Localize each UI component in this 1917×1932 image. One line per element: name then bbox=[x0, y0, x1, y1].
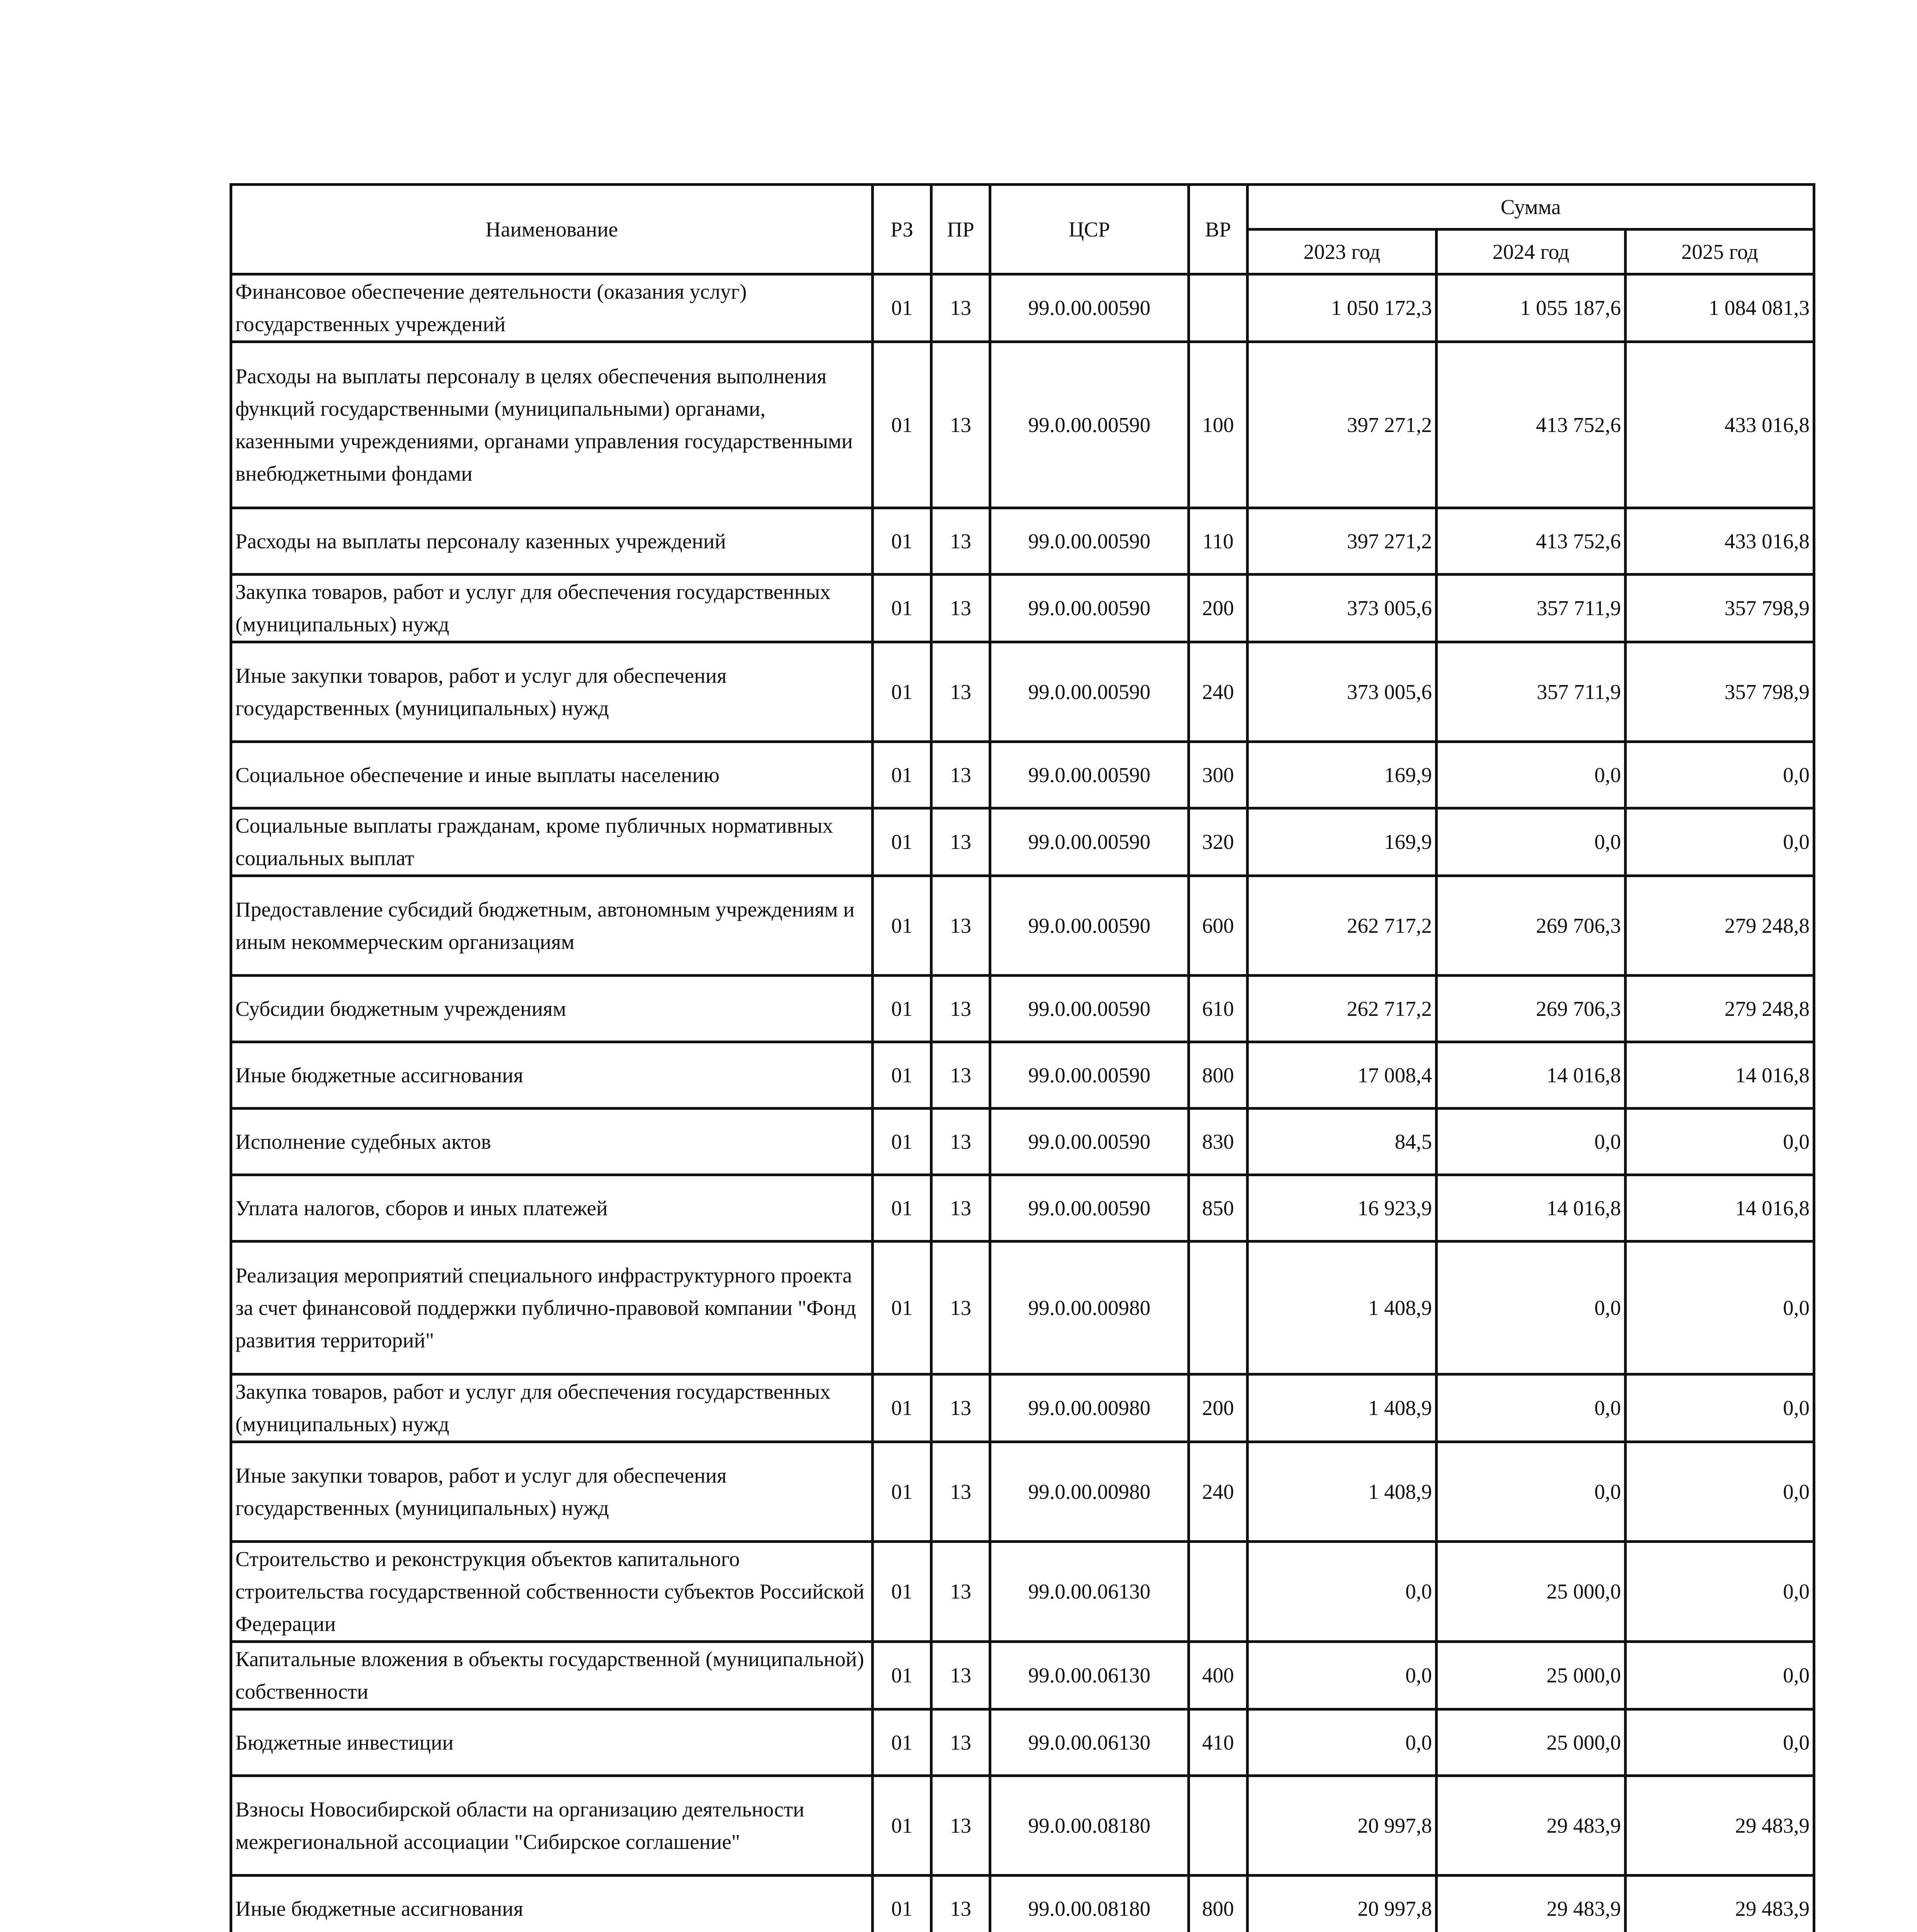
row-csr: 99.0.00.00980 bbox=[990, 1442, 1189, 1542]
row-2025: 279 248,8 bbox=[1626, 976, 1814, 1042]
row-rz: 01 bbox=[873, 1442, 931, 1542]
row-pr: 13 bbox=[931, 508, 990, 575]
row-vr bbox=[1189, 274, 1248, 342]
row-vr bbox=[1189, 1542, 1248, 1642]
row-2025: 14 016,8 bbox=[1626, 1175, 1814, 1242]
header-year-2023: 2023 год bbox=[1248, 230, 1437, 274]
row-2023: 20 997,8 bbox=[1248, 1776, 1437, 1876]
row-pr: 13 bbox=[931, 642, 990, 742]
row-name: Иные закупки товаров, работ и услуг для обеспечения государственных (муниципальных) нужд bbox=[231, 642, 873, 742]
table-row bbox=[231, 575, 1814, 642]
table-row bbox=[231, 1776, 1814, 1876]
row-vr: 610 bbox=[1189, 976, 1248, 1042]
row-2023: 373 005,6 bbox=[1248, 642, 1437, 742]
row-pr: 13 bbox=[931, 808, 990, 876]
row-2023: 1 408,9 bbox=[1248, 1242, 1437, 1374]
row-name: Реализация мероприятий специального инфраструктурного проекта за счет финансовой поддержки публично-правовой компании "Фонд развития территорий" bbox=[231, 1242, 873, 1374]
row-2024: 29 483,9 bbox=[1437, 1776, 1626, 1876]
row-2024: 25 000,0 bbox=[1437, 1542, 1626, 1642]
row-rz: 01 bbox=[873, 1709, 931, 1776]
table-row bbox=[231, 508, 1814, 575]
row-rz: 01 bbox=[873, 342, 931, 508]
table-row bbox=[231, 1175, 1814, 1242]
row-vr: 800 bbox=[1189, 1042, 1248, 1109]
row-2025: 0,0 bbox=[1626, 1709, 1814, 1776]
row-pr: 13 bbox=[931, 976, 990, 1042]
row-pr: 13 bbox=[931, 1876, 990, 1932]
row-2025: 1 084 081,3 bbox=[1626, 274, 1814, 342]
row-pr: 13 bbox=[931, 1374, 990, 1442]
row-name: Строительство и реконструкция объектов капитального строительства государственной собственности субъектов Российской Федерации bbox=[231, 1542, 873, 1642]
row-pr: 13 bbox=[931, 1442, 990, 1542]
row-2023: 373 005,6 bbox=[1248, 575, 1437, 642]
row-2023: 16 923,9 bbox=[1248, 1175, 1437, 1242]
table-row bbox=[231, 742, 1814, 808]
row-2025: 0,0 bbox=[1626, 742, 1814, 808]
row-csr: 99.0.00.08180 bbox=[990, 1776, 1189, 1876]
row-name: Социальное обеспечение и иные выплаты населению bbox=[231, 742, 873, 808]
row-rz: 01 bbox=[873, 1876, 931, 1932]
row-2025: 357 798,9 bbox=[1626, 575, 1814, 642]
row-vr: 110 bbox=[1189, 508, 1248, 575]
row-2023: 0,0 bbox=[1248, 1642, 1437, 1709]
row-vr: 240 bbox=[1189, 642, 1248, 742]
row-2023: 1 408,9 bbox=[1248, 1442, 1437, 1542]
row-2025: 433 016,8 bbox=[1626, 508, 1814, 575]
row-rz: 01 bbox=[873, 274, 931, 342]
row-csr: 99.0.00.00590 bbox=[990, 1109, 1189, 1175]
row-rz: 01 bbox=[873, 1374, 931, 1442]
row-rz: 01 bbox=[873, 642, 931, 742]
row-2024: 1 055 187,6 bbox=[1437, 274, 1626, 342]
row-2024: 0,0 bbox=[1437, 1374, 1626, 1442]
row-name: Финансовое обеспечение деятельности (оказания услуг) государственных учреждений bbox=[231, 274, 873, 342]
row-csr: 99.0.00.00590 bbox=[990, 342, 1189, 508]
row-2025: 14 016,8 bbox=[1626, 1042, 1814, 1109]
row-vr: 320 bbox=[1189, 808, 1248, 876]
row-2025: 0,0 bbox=[1626, 1374, 1814, 1442]
row-rz: 01 bbox=[873, 575, 931, 642]
row-pr: 13 bbox=[931, 1542, 990, 1642]
row-name: Расходы на выплаты персоналу в целях обеспечения выполнения функций государственными (муниципальными) органами, казенными учреждениями, органами управления государственными внебюджетными фондами bbox=[231, 342, 873, 508]
row-2025: 357 798,9 bbox=[1626, 642, 1814, 742]
header-year-2024: 2024 год bbox=[1437, 230, 1626, 274]
row-csr: 99.0.00.00590 bbox=[990, 976, 1189, 1042]
row-rz: 01 bbox=[873, 1109, 931, 1175]
row-csr: 99.0.00.00980 bbox=[990, 1374, 1189, 1442]
row-name: Субсидии бюджетным учреждениям bbox=[231, 976, 873, 1042]
table-row bbox=[231, 274, 1814, 342]
row-2025: 0,0 bbox=[1626, 1242, 1814, 1374]
row-2023: 17 008,4 bbox=[1248, 1042, 1437, 1109]
table-row bbox=[231, 342, 1814, 508]
row-csr: 99.0.00.00590 bbox=[990, 1175, 1189, 1242]
row-2025: 29 483,9 bbox=[1626, 1876, 1814, 1932]
row-csr: 99.0.00.06130 bbox=[990, 1542, 1189, 1642]
row-name: Взносы Новосибирской области на организацию деятельности межрегиональной ассоциации "Сибирское соглашение" bbox=[231, 1776, 873, 1876]
row-vr: 400 bbox=[1189, 1642, 1248, 1709]
row-2023: 0,0 bbox=[1248, 1709, 1437, 1776]
row-rz: 01 bbox=[873, 1642, 931, 1709]
row-2024: 25 000,0 bbox=[1437, 1642, 1626, 1709]
row-2023: 20 997,8 bbox=[1248, 1876, 1437, 1932]
row-csr: 99.0.00.00590 bbox=[990, 575, 1189, 642]
row-csr: 99.0.00.00590 bbox=[990, 808, 1189, 876]
row-vr: 200 bbox=[1189, 1374, 1248, 1442]
row-name: Капитальные вложения в объекты государственной (муниципальной) собственности bbox=[231, 1642, 873, 1709]
row-csr: 99.0.00.00980 bbox=[990, 1242, 1189, 1374]
row-2024: 0,0 bbox=[1437, 1442, 1626, 1542]
row-rz: 01 bbox=[873, 1776, 931, 1876]
table-row bbox=[231, 808, 1814, 876]
row-rz: 01 bbox=[873, 1542, 931, 1642]
row-name: Предоставление субсидий бюджетным, автономным учреждениям и иным некоммерческим организациям bbox=[231, 876, 873, 976]
table-row bbox=[231, 642, 1814, 742]
row-csr: 99.0.00.06130 bbox=[990, 1709, 1189, 1776]
header-sum: Сумма bbox=[1248, 185, 1814, 230]
row-rz: 01 bbox=[873, 1242, 931, 1374]
row-2024: 0,0 bbox=[1437, 808, 1626, 876]
row-2023: 397 271,2 bbox=[1248, 508, 1437, 575]
row-pr: 13 bbox=[931, 1109, 990, 1175]
row-2024: 413 752,6 bbox=[1437, 342, 1626, 508]
row-2024: 0,0 bbox=[1437, 1242, 1626, 1374]
table-row bbox=[231, 1374, 1814, 1442]
row-csr: 99.0.00.00590 bbox=[990, 274, 1189, 342]
row-vr: 800 bbox=[1189, 1876, 1248, 1932]
row-vr: 100 bbox=[1189, 342, 1248, 508]
header-pr: ПР bbox=[931, 185, 990, 274]
row-2025: 433 016,8 bbox=[1626, 342, 1814, 508]
table-row bbox=[231, 1876, 1814, 1932]
row-name: Уплата налогов, сборов и иных платежей bbox=[231, 1175, 873, 1242]
row-2024: 269 706,3 bbox=[1437, 976, 1626, 1042]
row-2024: 25 000,0 bbox=[1437, 1709, 1626, 1776]
row-csr: 99.0.00.00590 bbox=[990, 508, 1189, 575]
row-name: Бюджетные инвестиции bbox=[231, 1709, 873, 1776]
row-2023: 1 050 172,3 bbox=[1248, 274, 1437, 342]
row-2024: 14 016,8 bbox=[1437, 1042, 1626, 1109]
row-vr: 850 bbox=[1189, 1175, 1248, 1242]
row-2024: 14 016,8 bbox=[1437, 1175, 1626, 1242]
row-vr: 200 bbox=[1189, 575, 1248, 642]
row-csr: 99.0.00.08180 bbox=[990, 1876, 1189, 1932]
row-2025: 0,0 bbox=[1626, 1642, 1814, 1709]
row-rz: 01 bbox=[873, 1042, 931, 1109]
row-2023: 0,0 bbox=[1248, 1542, 1437, 1642]
row-2023: 84,5 bbox=[1248, 1109, 1437, 1175]
row-pr: 13 bbox=[931, 1709, 990, 1776]
header-vr: ВР bbox=[1189, 185, 1248, 274]
budget-table bbox=[230, 183, 1815, 1932]
table-row bbox=[231, 1642, 1814, 1709]
row-2023: 262 717,2 bbox=[1248, 976, 1437, 1042]
row-2023: 397 271,2 bbox=[1248, 342, 1437, 508]
table-row bbox=[231, 1709, 1814, 1776]
row-pr: 13 bbox=[931, 1242, 990, 1374]
row-name: Иные бюджетные ассигнования bbox=[231, 1042, 873, 1109]
row-rz: 01 bbox=[873, 742, 931, 808]
table-row bbox=[231, 976, 1814, 1042]
row-name: Исполнение судебных актов bbox=[231, 1109, 873, 1175]
row-csr: 99.0.00.00590 bbox=[990, 876, 1189, 976]
row-name: Расходы на выплаты персоналу казенных учреждений bbox=[231, 508, 873, 575]
header-name: Наименование bbox=[231, 185, 873, 274]
row-2024: 29 483,9 bbox=[1437, 1876, 1626, 1932]
row-2024: 0,0 bbox=[1437, 742, 1626, 808]
row-2024: 357 711,9 bbox=[1437, 575, 1626, 642]
table-row bbox=[231, 1442, 1814, 1542]
row-csr: 99.0.00.00590 bbox=[990, 642, 1189, 742]
row-name: Социальные выплаты гражданам, кроме публичных нормативных социальных выплат bbox=[231, 808, 873, 876]
row-rz: 01 bbox=[873, 876, 931, 976]
row-2025: 29 483,9 bbox=[1626, 1776, 1814, 1876]
row-2024: 269 706,3 bbox=[1437, 876, 1626, 976]
row-2025: 0,0 bbox=[1626, 808, 1814, 876]
row-rz: 01 bbox=[873, 976, 931, 1042]
row-pr: 13 bbox=[931, 575, 990, 642]
table-row bbox=[231, 1242, 1814, 1374]
row-name: Закупка товаров, работ и услуг для обеспечения государственных (муниципальных) нужд bbox=[231, 1374, 873, 1442]
row-vr: 240 bbox=[1189, 1442, 1248, 1542]
row-rz: 01 bbox=[873, 808, 931, 876]
row-pr: 13 bbox=[931, 876, 990, 976]
row-pr: 13 bbox=[931, 1042, 990, 1109]
row-pr: 13 bbox=[931, 1175, 990, 1242]
row-csr: 99.0.00.06130 bbox=[990, 1642, 1189, 1709]
row-vr: 300 bbox=[1189, 742, 1248, 808]
row-2024: 0,0 bbox=[1437, 1109, 1626, 1175]
row-2023: 1 408,9 bbox=[1248, 1374, 1437, 1442]
row-2025: 279 248,8 bbox=[1626, 876, 1814, 976]
row-pr: 13 bbox=[931, 274, 990, 342]
row-2023: 169,9 bbox=[1248, 808, 1437, 876]
row-vr bbox=[1189, 1242, 1248, 1374]
row-2025: 0,0 bbox=[1626, 1109, 1814, 1175]
row-2025: 0,0 bbox=[1626, 1442, 1814, 1542]
row-rz: 01 bbox=[873, 508, 931, 575]
row-name: Иные закупки товаров, работ и услуг для обеспечения государственных (муниципальных) нужд bbox=[231, 1442, 873, 1542]
row-pr: 13 bbox=[931, 1776, 990, 1876]
row-vr bbox=[1189, 1776, 1248, 1876]
header-csr: ЦСР bbox=[990, 185, 1189, 274]
table-row bbox=[231, 1109, 1814, 1175]
row-pr: 13 bbox=[931, 1642, 990, 1709]
row-csr: 99.0.00.00590 bbox=[990, 742, 1189, 808]
row-csr: 99.0.00.00590 bbox=[990, 1042, 1189, 1109]
table-row bbox=[231, 1542, 1814, 1642]
row-vr: 830 bbox=[1189, 1109, 1248, 1175]
row-name: Иные бюджетные ассигнования bbox=[231, 1876, 873, 1932]
row-vr: 410 bbox=[1189, 1709, 1248, 1776]
row-2024: 357 711,9 bbox=[1437, 642, 1626, 742]
row-2025: 0,0 bbox=[1626, 1542, 1814, 1642]
table-row bbox=[231, 1042, 1814, 1109]
row-pr: 13 bbox=[931, 742, 990, 808]
table-row bbox=[231, 876, 1814, 976]
header-year-2025: 2025 год bbox=[1626, 230, 1814, 274]
row-name: Закупка товаров, работ и услуг для обеспечения государственных (муниципальных) нужд bbox=[231, 575, 873, 642]
header-rz: РЗ bbox=[873, 185, 931, 274]
row-vr: 600 bbox=[1189, 876, 1248, 976]
row-2023: 262 717,2 bbox=[1248, 876, 1437, 976]
row-2024: 413 752,6 bbox=[1437, 508, 1626, 575]
row-rz: 01 bbox=[873, 1175, 931, 1242]
row-pr: 13 bbox=[931, 342, 990, 508]
row-2023: 169,9 bbox=[1248, 742, 1437, 808]
